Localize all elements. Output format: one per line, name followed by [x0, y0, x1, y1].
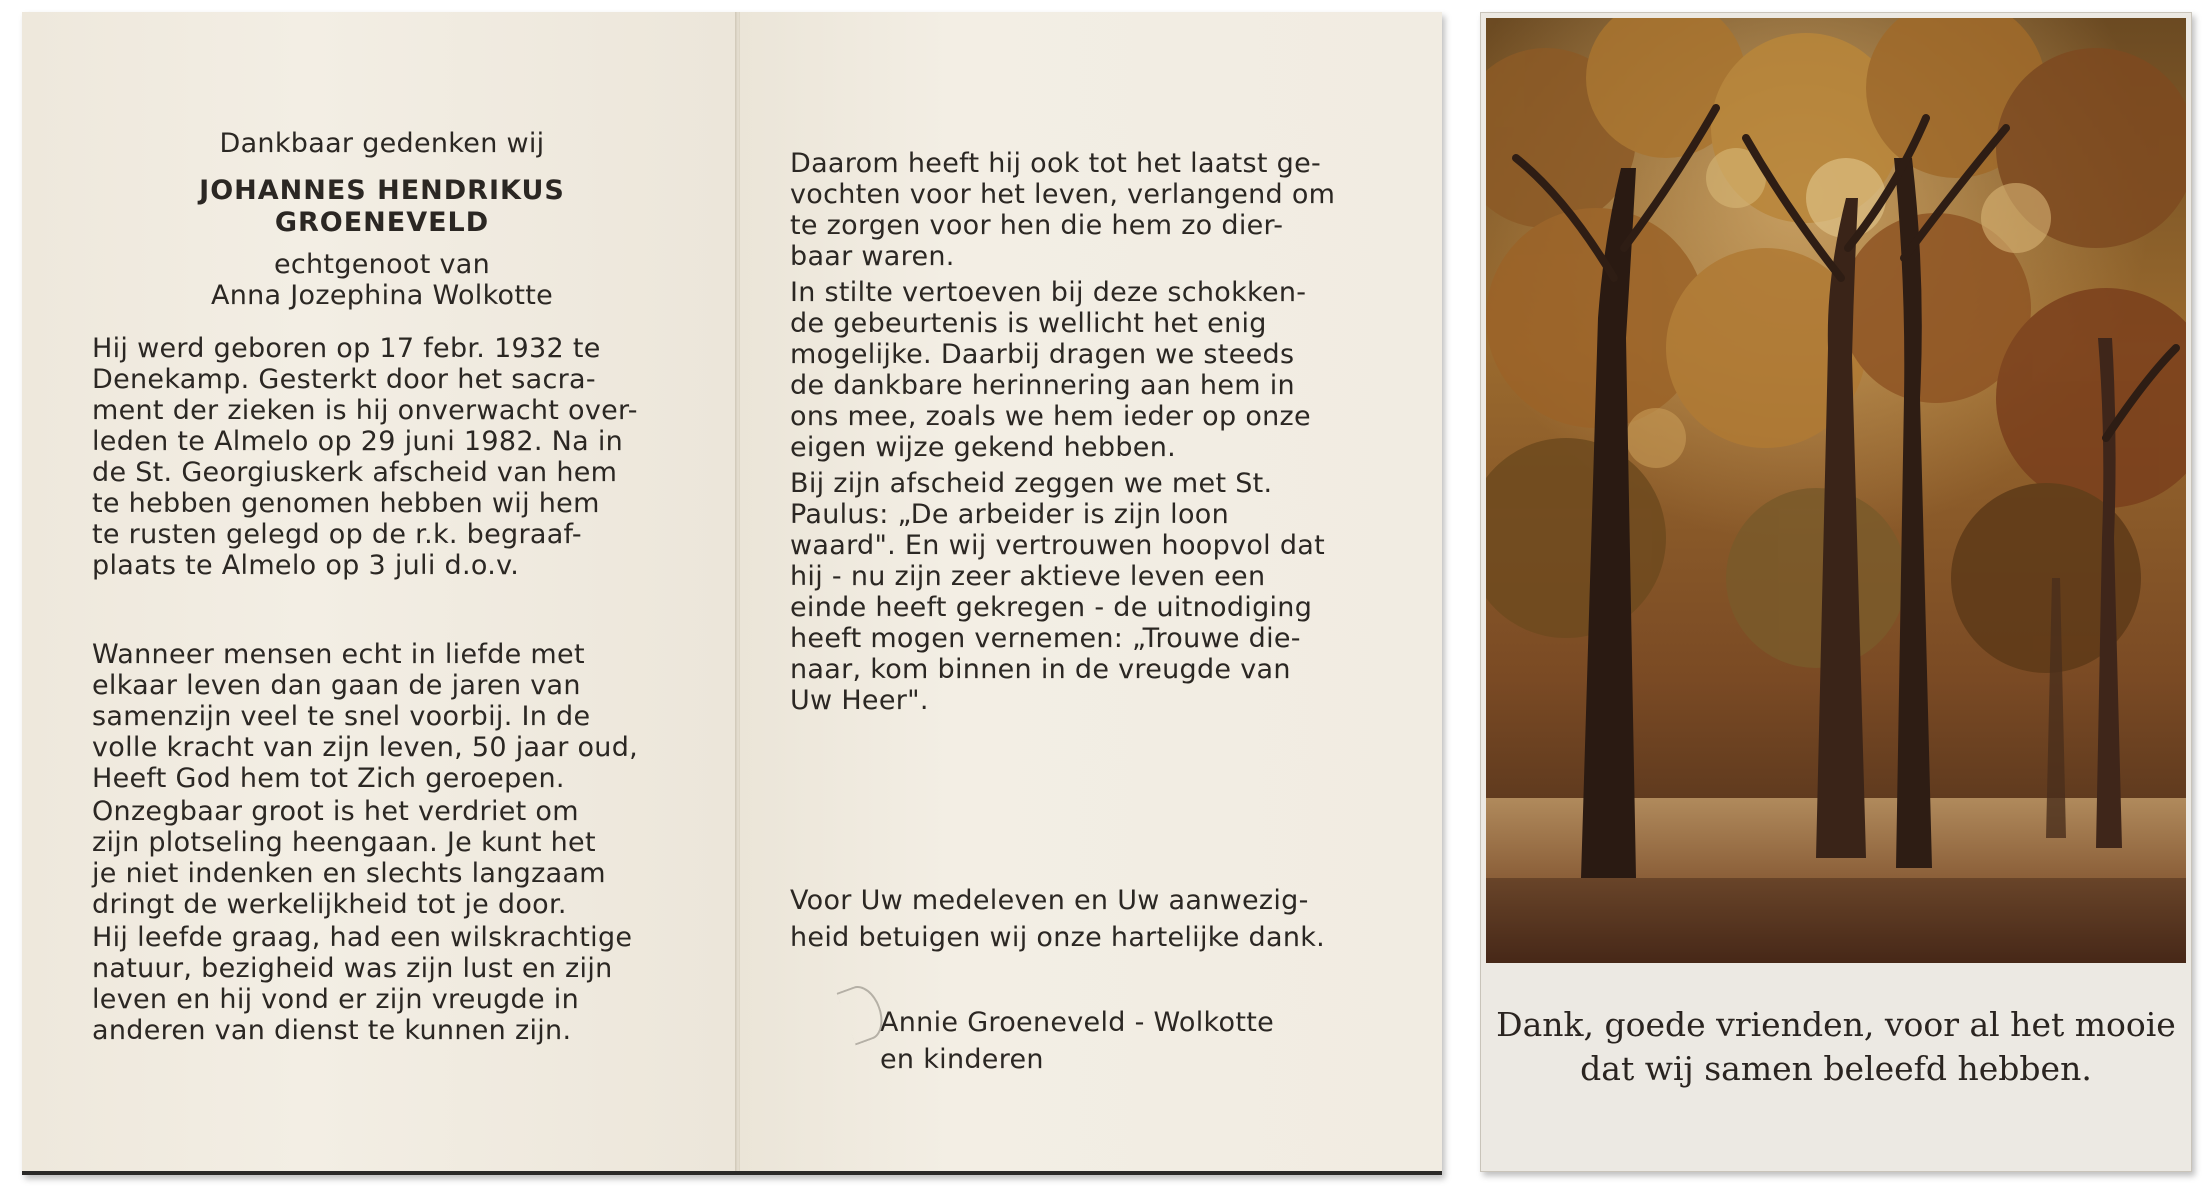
- bio-line: te rusten gelegd op de r.k. begraaf-: [92, 519, 582, 550]
- life-line: natuur, bezigheid was zijn lust en zijn: [92, 953, 613, 984]
- silence-line: eigen wijze gekend hebben.: [790, 432, 1176, 463]
- love-line: samenzijn veel te snel voorbij. In de: [92, 701, 591, 732]
- life-line: leven en hij vond er zijn vreugde in: [92, 984, 579, 1015]
- signature-name: Annie Groeneveld - Wolkotte: [880, 1007, 1275, 1038]
- bio-line: plaats te Almelo op 3 juli d.o.v.: [92, 550, 520, 581]
- love-line: Heeft God hem tot Zich geroepen.: [92, 763, 565, 794]
- life-paragraph: [92, 922, 672, 1046]
- paulus-paragraph: [790, 468, 1370, 716]
- bio-line: de St. Georgiuskerk afscheid van hem: [92, 457, 618, 488]
- paulus-line: Bij zijn afscheid zeggen we met St.: [790, 468, 1273, 499]
- paulus-line: Paulus: „De arbeider is zijn loon: [790, 499, 1229, 530]
- card-bottom-edge: [22, 1171, 1442, 1175]
- life-line: Hij leefde graag, had een wilskrachtige: [92, 922, 633, 953]
- silence-line: ons mee, zoals we hem ieder op onze: [790, 401, 1311, 432]
- thanks-line: Voor Uw medeleven en Uw aanwezig-: [790, 885, 1309, 916]
- grief-line: zijn plotseling heengaan. Je kunt het: [92, 827, 596, 858]
- bio-line: te hebben genomen hebben wij hem: [92, 488, 600, 519]
- love-line: Wanneer mensen echt in liefde met: [92, 639, 585, 670]
- struggle-paragraph: [790, 148, 1370, 272]
- caption-line1: Dank, goede vrienden, voor al het mooie: [1496, 1005, 2176, 1044]
- paulus-line: waard". En wij vertrouwen hoopvol dat: [790, 530, 1325, 561]
- bio-line: Hij werd geboren op 17 febr. 1932 te: [92, 333, 601, 364]
- spouse-label: echtgenoot van: [273, 249, 491, 280]
- grief-paragraph: [92, 796, 672, 920]
- photo-caption: [1481, 1003, 2191, 1091]
- biography-paragraph: [92, 333, 672, 581]
- paulus-line: naar, kom binnen in de vreugde van: [790, 654, 1291, 685]
- paulus-line: einde heeft gekregen - de uitnodiging: [790, 592, 1313, 623]
- bio-line: leden te Almelo op 29 juni 1982. Na in: [92, 426, 624, 457]
- deceased-name-line2: GROENEVELD: [274, 207, 490, 238]
- love-line: volle kracht van zijn leven, 50 jaar oud,: [92, 732, 639, 763]
- spouse-name: Anna Jozephina Wolkotte: [210, 280, 554, 311]
- thanks-line: heid betuigen wij onze hartelijke dank.: [790, 922, 1326, 953]
- struggle-line: baar waren.: [790, 241, 955, 272]
- intro-text: Dankbaar gedenken wij: [219, 128, 545, 159]
- silence-paragraph: [790, 277, 1370, 463]
- signature-family: en kinderen: [880, 1044, 1044, 1075]
- grief-line: Onzegbaar groot is het verdriet om: [92, 796, 579, 827]
- right-panel-text: [790, 148, 1370, 1078]
- struggle-line: te zorgen voor hen die hem zo dier-: [790, 210, 1284, 241]
- deceased-name-line1: JOHANNES HENDRIKUS: [199, 175, 565, 206]
- struggle-line: vochten voor het leven, verlangend om: [790, 179, 1336, 210]
- life-line: anderen van dienst te kunnen zijn.: [92, 1015, 572, 1046]
- left-panel-text: [92, 128, 672, 1046]
- caption-line2: dat wij samen beleefd hebben.: [1580, 1049, 2092, 1088]
- silence-line: In stilte vertoeven bij deze schokken-: [790, 277, 1307, 308]
- silence-line: mogelijke. Daarbij dragen we steeds: [790, 339, 1295, 370]
- forest-illustration: [1486, 18, 2186, 963]
- bio-line: ment der zieken is hij onverwacht over-: [92, 395, 638, 426]
- paulus-line: hij - nu zijn zeer aktieve leven een: [790, 561, 1266, 592]
- silence-line: de dankbare herinnering aan hem in: [790, 370, 1295, 401]
- photo-card: [1480, 12, 2192, 1172]
- love-paragraph: [92, 639, 672, 794]
- love-line: elkaar leven dan gaan de jaren van: [92, 670, 581, 701]
- thanks-paragraph: [790, 882, 1370, 956]
- bio-line: Denekamp. Gesterkt door het sacra-: [92, 364, 596, 395]
- grief-line: je niet indenken en slechts langzaam: [92, 858, 606, 889]
- silence-line: de gebeurtenis is wellicht het enig: [790, 308, 1267, 339]
- autumn-forest-photo: [1486, 18, 2186, 963]
- grief-line: dringt de werkelijkheid tot je door.: [92, 889, 567, 920]
- paulus-line: heeft mogen vernemen: „Trouwe die-: [790, 623, 1301, 654]
- struggle-line: Daarom heeft hij ook tot het laatst ge-: [790, 148, 1322, 179]
- paulus-line: Uw Heer".: [790, 685, 929, 716]
